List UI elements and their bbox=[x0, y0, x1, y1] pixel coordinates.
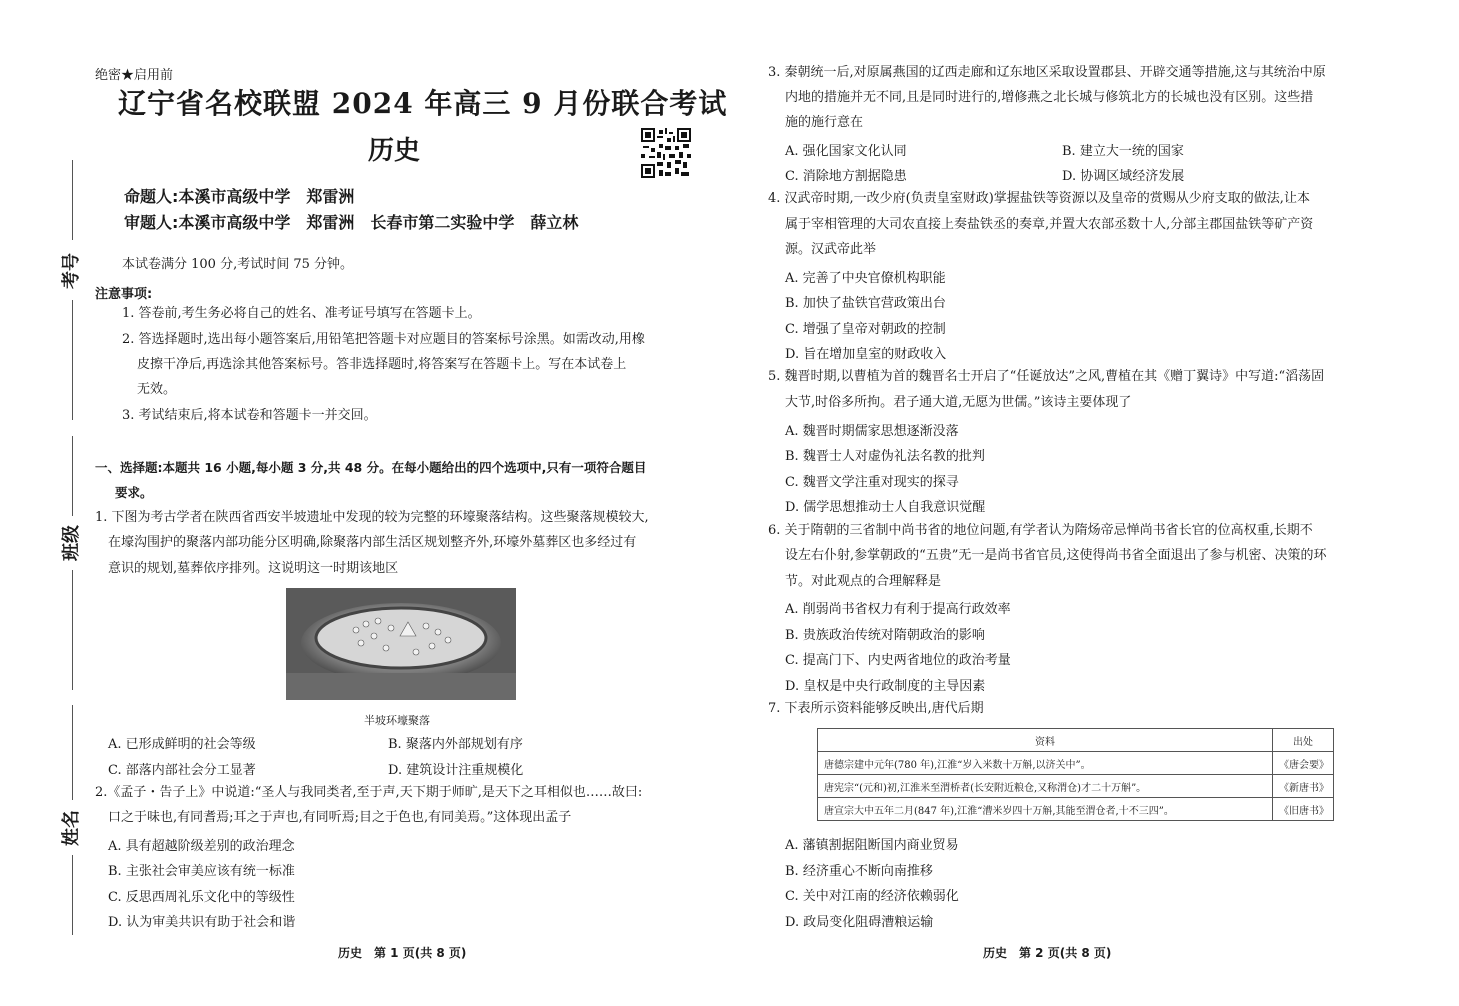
section-heading: 一、选择题:本题共 16 小题,每小题 3 分,共 48 分。在每小题给出的四个选项中,只有一项符合题目 bbox=[95, 460, 647, 475]
q5-option-b: B. 魏晋士人对虚伪礼法名教的批判 bbox=[785, 449, 985, 464]
intro-text: 本试卷满分 100 分,考试时间 75 分钟。 bbox=[122, 257, 354, 272]
table-row bbox=[818, 775, 1334, 798]
q6-stem: 节。对此观点的合理解释是 bbox=[785, 574, 942, 589]
binding-line bbox=[72, 705, 73, 800]
q3-option-c: C. 消除地方割据隐患 bbox=[785, 169, 907, 184]
q4-stem: 源。汉武帝此举 bbox=[785, 242, 877, 257]
note-2-cont: 皮擦干净后,再选涂其他答案标号。答非选择题时,将答案写在答题卡上。写在本试卷上 bbox=[137, 357, 627, 372]
page-footer-right: 历史 第 2 页(共 8 页) bbox=[983, 946, 1112, 960]
q2-option-a: A. 具有超越阶级差别的政治理念 bbox=[108, 839, 295, 854]
q4-option-a: A. 完善了中央官僚机构职能 bbox=[785, 271, 946, 286]
q6-option-a: A. 削弱尚书省权力有利于提高行政效率 bbox=[785, 602, 1011, 617]
q6-option-c: C. 提高门下、内史两省地位的政治考量 bbox=[785, 653, 1011, 668]
q3-option-d: D. 协调区域经济发展 bbox=[1062, 169, 1185, 184]
table-cell-source: 《唐会要》 bbox=[1273, 752, 1334, 775]
confidential-label: 绝密★启用前 bbox=[95, 68, 174, 83]
exam-title: 辽宁省名校联盟 2024 年高三 9 月份联合考试 bbox=[118, 87, 728, 120]
source-table bbox=[817, 728, 1334, 821]
q1-option-b: B. 聚落内外部规划有序 bbox=[388, 737, 523, 752]
table-header-row bbox=[818, 729, 1334, 752]
q3-stem: 施的施行意在 bbox=[785, 115, 864, 130]
q1-option-d: D. 建筑设计注重规模化 bbox=[388, 763, 524, 778]
q7-stem: 7. 下表所示资料能够反映出,唐代后期 bbox=[768, 701, 984, 716]
author-line: 命题人:本溪市高级中学 郑雷洲 bbox=[124, 187, 355, 206]
q6-option-b: B. 贵族政治传统对隋朝政治的影响 bbox=[785, 628, 985, 643]
name-label: 姓名 bbox=[61, 810, 82, 846]
q7-option-a: A. 藩镇割据阻断国内商业贸易 bbox=[785, 838, 959, 853]
q1-option-a: A. 已形成鲜明的社会等级 bbox=[108, 737, 256, 752]
note-2: 2. 答选择题时,选出每小题答案后,用铅笔把答题卡对应题目的答案标号涂黑。如需改动,用橡 bbox=[122, 332, 645, 347]
q3-option-a: A. 强化国家文化认同 bbox=[785, 144, 907, 159]
q4-option-c: C. 增强了皇帝对朝政的控制 bbox=[785, 322, 946, 337]
class-label: 班级 bbox=[61, 525, 82, 561]
q2-option-d: D. 认为审美共识有助于社会和谐 bbox=[108, 915, 296, 930]
exam-number-label: 考号 bbox=[61, 253, 82, 289]
q7-option-c: C. 关中对江南的经济依赖弱化 bbox=[785, 889, 959, 904]
q4-stem: 属于宰相管理的大司农直接上奏盐铁丞的奏章,并置大农部丞数十人,分部主郡国盐铁等矿产资 bbox=[785, 217, 1314, 232]
note-3: 3. 考试结束后,将本试卷和答题卡一并交回。 bbox=[122, 408, 377, 423]
q5-stem: 5. 魏晋时期,以曹植为首的魏晋名士开启了“任诞放达”之风,曹植在其《赠丁翼诗》中写道:“滔荡固 bbox=[768, 369, 1325, 384]
q6-stem: 设左右仆射,参掌朝政的“五贵”无一是尚书省官员,这使得尚书省全面退出了参与机密、决策的环 bbox=[785, 548, 1327, 563]
figure-caption: 半坡环壕聚落 bbox=[364, 714, 430, 727]
note-2-cont: 无效。 bbox=[137, 382, 177, 397]
table-row bbox=[818, 752, 1334, 775]
q7-option-d: D. 政局变化阻碍漕粮运输 bbox=[785, 915, 934, 930]
q1-stem: 意识的规划,墓葬依序排列。这说明这一时期该地区 bbox=[108, 561, 399, 576]
q1-stem: 1. 下图为考古学者在陕西省西安半坡遗址中发现的较为完整的环壕聚落结构。这些聚落规模较大, bbox=[95, 510, 649, 525]
binding-line bbox=[72, 160, 73, 240]
q3-stem: 3. 秦朝统一后,对原属燕国的辽西走廊和辽东地区采取设置郡县、开辟交通等措施,这与其统治中原 bbox=[768, 65, 1326, 80]
q1-option-c: C. 部落内部社会分工显著 bbox=[108, 763, 256, 778]
q7-option-b: B. 经济重心不断向南推移 bbox=[785, 864, 933, 879]
binding-line bbox=[72, 300, 73, 420]
binding-line bbox=[72, 436, 73, 516]
table-cell-material: 唐宣宗大中五年二月(847 年),江淮“漕米岁四十万斛,其能至渭仓者,十不三四”。 bbox=[818, 798, 1273, 821]
section-heading-cont: 要求。 bbox=[115, 485, 153, 500]
reviewer-line: 审题人:本溪市高级中学 郑雷洲 长春市第二实验中学 薛立林 bbox=[124, 213, 579, 232]
binding-line bbox=[72, 570, 73, 690]
table-header-source: 出处 bbox=[1273, 729, 1334, 752]
q3-stem: 内地的措施并无不同,且是同时进行的,增修燕之北长城与修筑北方的长城也没有区别。这些措 bbox=[785, 90, 1314, 105]
q5-option-c: C. 魏晋文学注重对现实的探寻 bbox=[785, 475, 959, 490]
table-cell-source: 《新唐书》 bbox=[1273, 775, 1334, 798]
q6-stem: 6. 关于隋朝的三省制中尚书省的地位问题,有学者认为隋炀帝忌惮尚书省长官的位高权重,长期不 bbox=[768, 523, 1313, 538]
q3-option-b: B. 建立大一统的国家 bbox=[1062, 144, 1184, 159]
table-row bbox=[818, 798, 1334, 821]
q2-stem: 口之于味也,有同耆焉;耳之于声也,有同听焉;目之于色也,有同美焉。”这体现出孟子 bbox=[108, 810, 572, 825]
q5-option-d: D. 儒学思想推动士人自我意识觉醒 bbox=[785, 500, 986, 515]
q4-stem: 4. 汉武帝时期,一改少府(负责皇室财政)掌握盐铁等资源以及皇帝的赏赐从少府支取的做法,让本 bbox=[768, 191, 1310, 206]
binding-line bbox=[72, 855, 73, 935]
table-cell-material: 唐宪宗“(元和)初,江淮米至渭桥者(长安附近粮仓,又称渭仓)才二十万斛”。 bbox=[818, 775, 1273, 798]
q5-stem: 大节,时俗多所拘。君子通大道,无愿为世儒。”该诗主要体现了 bbox=[785, 395, 1132, 410]
banpo-settlement-image bbox=[286, 588, 516, 700]
table-header-material: 资料 bbox=[818, 729, 1273, 752]
page-footer-left: 历史 第 1 页(共 8 页) bbox=[338, 946, 467, 960]
q4-option-d: D. 旨在增加皇室的财政收入 bbox=[785, 347, 947, 362]
notes-title: 注意事项: bbox=[95, 287, 153, 302]
qr-code-icon bbox=[640, 128, 692, 178]
note-1: 1. 答卷前,考生务必将自己的姓名、准考证号填写在答题卡上。 bbox=[122, 306, 481, 321]
subject-title: 历史 bbox=[368, 136, 421, 166]
table-cell-source: 《旧唐书》 bbox=[1273, 798, 1334, 821]
q2-option-c: C. 反思西周礼乐文化中的等级性 bbox=[108, 890, 295, 905]
q5-option-a: A. 魏晋时期儒家思想逐渐没落 bbox=[785, 424, 959, 439]
q4-option-b: B. 加快了盐铁官营政策出台 bbox=[785, 296, 946, 311]
q6-option-d: D. 皇权是中央行政制度的主导因素 bbox=[785, 679, 986, 694]
q2-stem: 2.《孟子・告子上》中说道:“圣人与我同类者,至于声,天下期于师旷,是天下之耳相似也……故曰: bbox=[95, 785, 643, 800]
q1-stem: 在壕沟围护的聚落内部功能分区明确,除聚落内部生活区规划整齐外,环壕外墓葬区也多经过有 bbox=[108, 535, 637, 550]
table-cell-material: 唐德宗建中元年(780 年),江淮“岁入米数十万斛,以济关中”。 bbox=[818, 752, 1273, 775]
q2-option-b: B. 主张社会审美应该有统一标准 bbox=[108, 864, 295, 879]
